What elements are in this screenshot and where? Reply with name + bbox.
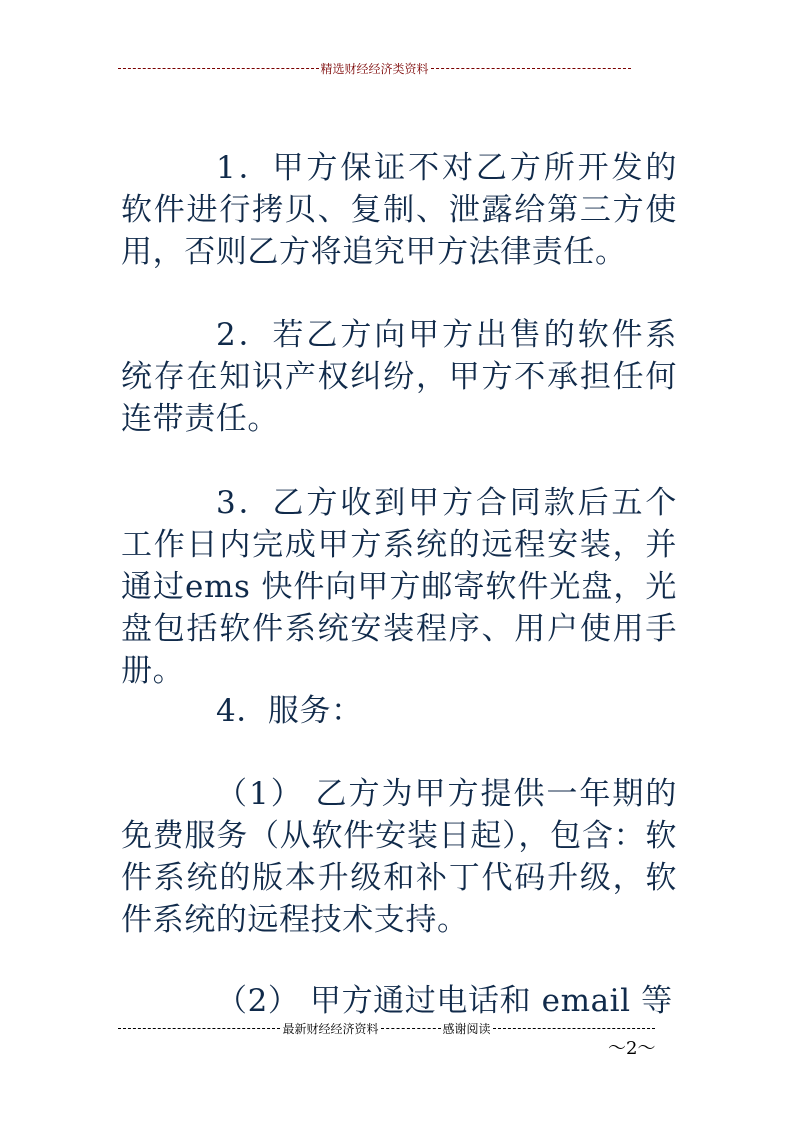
paragraph-text: 1．甲方保证不对乙方所开发的软件进行拷贝、复制、泄露给第三方使用，否则乙方将追究甲方法律责任。 <box>121 150 677 270</box>
page-footer <box>118 1020 655 1037</box>
paragraph-2 <box>121 314 677 440</box>
paragraph-text: 4．服务： <box>216 693 363 729</box>
footer-left-label: 最新财经经济资料 <box>282 1022 379 1036</box>
paragraph-6 <box>121 980 677 1022</box>
paragraph-4 <box>121 690 677 732</box>
header-rule-right <box>431 68 632 69</box>
footer-rule-right <box>493 1028 655 1029</box>
paragraph-3 <box>121 482 677 692</box>
paragraph-text: （2） 甲方通过电话和 email 等 <box>216 983 673 1019</box>
paragraph-5 <box>121 773 677 941</box>
paragraph-text: 2．若乙方向甲方出售的软件系统存在知识产权纠纷，甲方不承担任何连带责任。 <box>121 317 677 437</box>
header-title: 精选财经经济类资料 <box>320 62 429 76</box>
paragraph-1 <box>121 147 677 273</box>
page-header <box>118 60 631 77</box>
paragraph-text: （1） 乙方为甲方提供一年期的免费服务（从软件安装日起），包含：软件系统的版本升级和补丁代码升级，软件系统的远程技术支持。 <box>121 776 677 938</box>
footer-rule-middle <box>381 1028 441 1029</box>
header-rule-left <box>118 68 319 69</box>
page-number: ～2～ <box>608 1038 656 1059</box>
paragraph-text: 3．乙方收到甲方合同款后五个工作日内完成甲方系统的远程安装，并通过ems 快件向甲方邮寄软件光盘，光盘包括软件系统安装程序、用户使用手册。 <box>121 485 677 689</box>
footer-right-label: 感谢阅读 <box>442 1022 491 1036</box>
footer-rule-left <box>118 1028 280 1029</box>
